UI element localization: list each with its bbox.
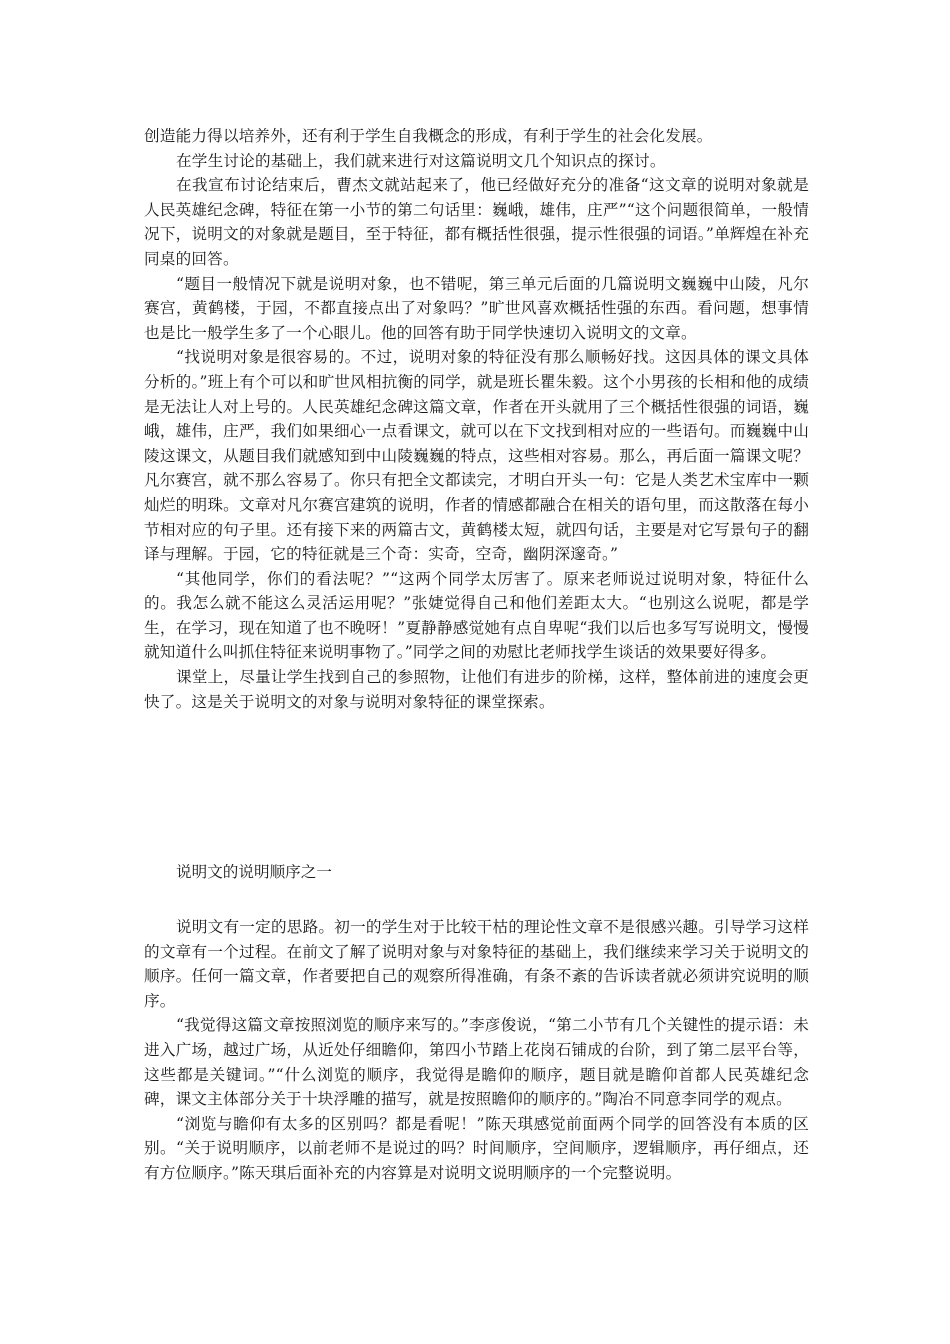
paragraph: 说明文有一定的思路。初一的学生对于比较干枯的理论性文章不是很感兴趣。引导学习这样的文章有一个过程。在前文了解了说明对象与对象特征的基础上，我们继续来学习关于说明文的顺序。任何一篇文章，作者要把自己的观察所得准确，有条不紊的告诉读者就必须讲究说明的顺序。 <box>144 918 809 1010</box>
paragraph: “其他同学，你们的看法呢？”“这两个同学太厉害了。原来老师说过说明对象，特征什么的。我怎么就不能这么灵活运用呢？”张婕觉得自己和他们差距太大。“也别这么说呢，都是学生，在学习，现在知道了也不晚呀！”夏静静感觉她有点自卑呢“我们以后也多写写说明文，慢慢就知道什么叫抓住特征来说明事物了。”同学之间的劝慰比老师找学生谈话的效果要好得多。 <box>144 569 809 662</box>
paragraph: 创造能力得以培养外，还有利于学生自我概念的形成，有利于学生的社会化发展。 <box>144 127 713 145</box>
paragraph: 课堂上，尽量让学生找到自己的参照物，让他们有进步的阶梯，这样，整体前进的速度会更快了。这是关于说明文的对象与说明对象特征的课堂探索。 <box>144 668 809 711</box>
paragraph: “浏览与瞻仰有太多的区别吗？都是看呢！”陈天琪感觉前面两个同学的回答没有本质的区别。“关于说明顺序，以前老师不是说过的吗？时间顺序，空间顺序，逻辑顺序，再仔细点，还有方位顺序。”陈天琪后面补充的内容算是对说明文说明顺序的一个完整说明。 <box>144 1114 809 1182</box>
paragraph: 在我宣布讨论结束后，曹杰文就站起来了，他已经做好充分的准备“这文章的说明对象就是人民英雄纪念碑，特征在第一小节的第二句话里：巍峨，雄伟，庄严”“这个问题很简单，一般情况下，说明文的对象就是题目，至于特征，都有概括性很强，提示性很强的词语。”单辉煌在补充同桌的回答。 <box>144 176 809 268</box>
document-section-1 <box>144 124 809 714</box>
document-section-2 <box>144 915 809 1186</box>
paragraph: “找说明对象是很容易的。不过，说明对象的特征没有那么顺畅好找。这因具体的课文具体分析的。”班上有个可以和旷世风相抗衡的同学，就是班长瞿朱毅。这个小男孩的长相和他的成绩是无法让人对上号的。人民英雄纪念碑这篇文章，作者在开头就用了三个概括性很强的词语，巍峨，雄伟，庄严，我们如果细心一点看课文，就可以在下文找到相对应的一些语句。而巍巍中山陵这课文，从题目我们就感知到中山陵巍巍的特点，这些相对容易。那么，再后面一篇课文呢？凡尔赛宫，就不那么容易了。你只有把全文都读完，才明白开头一句：它是人类艺术宝库中一颗灿烂的明珠。文章对凡尔赛宫建筑的说明，作者的情感都融合在相关的语句里，而这散落在每小节相对应的句子里。还有接下来的两篇古文，黄鹤楼太短，就四句话，主要是对它写景句子的翻译与理解。于园，它的特征就是三个奇：实奇，空奇，幽阴深邃奇。” <box>144 348 809 564</box>
paragraph: 在学生讨论的基础上，我们就来进行对这篇说明文几个知识点的探讨。 <box>176 151 666 170</box>
section-heading: 说明文的说明顺序之一 <box>176 863 332 881</box>
paragraph: “题目一般情况下就是说明对象，也不错呢，第三单元后面的几篇说明文巍巍中山陵，凡尔赛宫，黄鹤楼，于园，不都直接点出了对象吗？”旷世风喜欢概括性强的东西。看问题，想事情也是比一般学生多了一个心眼儿。他的回答有助于同学快速切入说明文的文章。 <box>144 274 809 342</box>
paragraph: “我觉得这篇文章按照浏览的顺序来写的。”李彦俊说，“第二小节有几个关键性的提示语：未进入广场，越过广场，从近处仔细瞻仰，第四小节踏上花岗石铺成的台阶，到了第二层平台等，这些都是关键词。”“什么浏览的顺序，我觉得是瞻仰的顺序，题目就是瞻仰首都人民英雄纪念碑，课文主体部分关于十块浮雕的描写，就是按照瞻仰的顺序的。”陶冶不同意李同学的观点。 <box>144 1016 809 1109</box>
